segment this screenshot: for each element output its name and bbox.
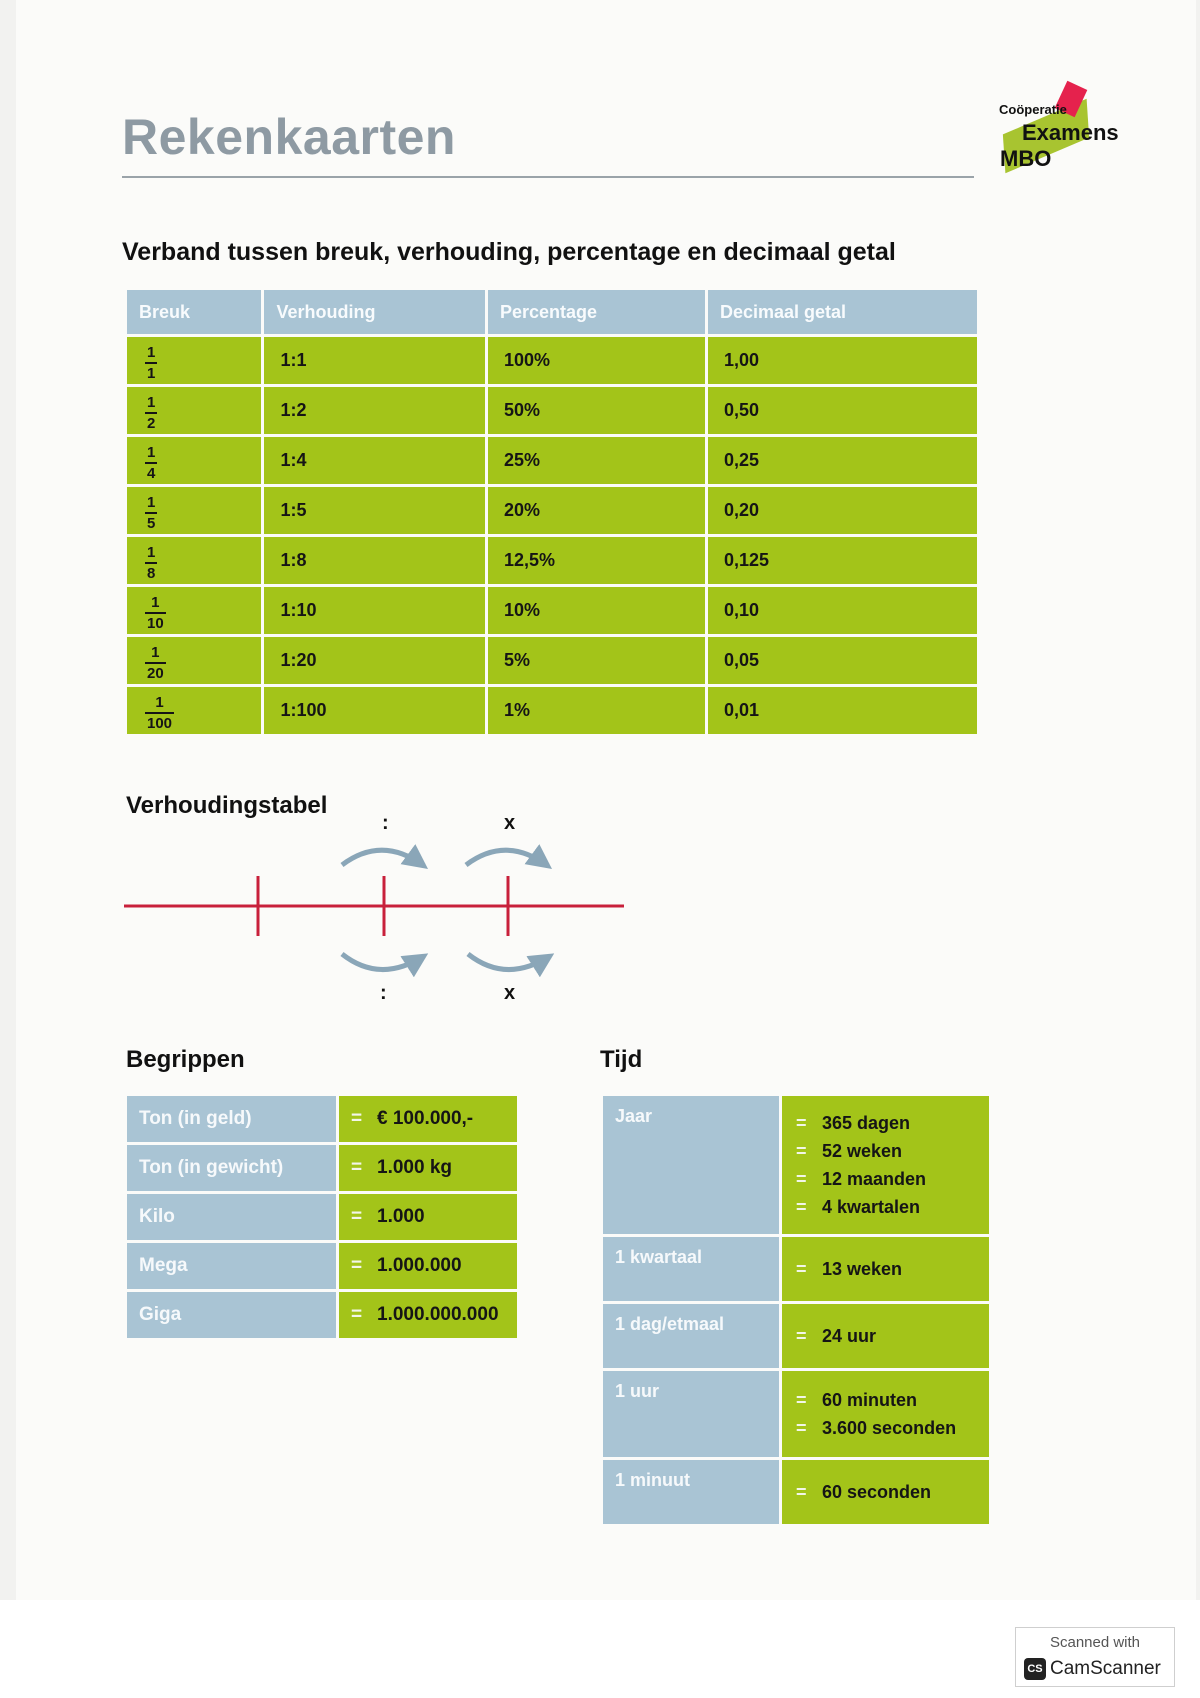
ratio-cell: 1:100 <box>264 687 484 734</box>
tijd-value: 3.600 seconden <box>822 1418 957 1438</box>
tijd-row <box>603 1096 989 1234</box>
tijd-value-line <box>796 1193 975 1221</box>
tijd-table-body <box>603 1096 989 1524</box>
title-divider <box>122 176 974 178</box>
begrip-term: Ton (in gewicht) <box>127 1145 336 1191</box>
tijd-value-cell <box>782 1096 989 1234</box>
tijd-value-line <box>796 1478 975 1506</box>
header-percentage: Percentage <box>488 290 705 334</box>
tijd-value-line <box>796 1255 975 1283</box>
begrippen-table-body <box>127 1096 517 1338</box>
fraction-numerator: 1 <box>151 593 160 611</box>
tijd-term: 1 dag/etmaal <box>603 1304 779 1368</box>
fraction-cell <box>127 537 261 584</box>
fraction-cell <box>127 687 261 734</box>
tijd-term: 1 kwartaal <box>603 1237 779 1301</box>
equals-sign: = <box>351 1206 363 1227</box>
camscanner-badge <box>1015 1627 1175 1687</box>
logo-line-2: Examens <box>1022 120 1119 145</box>
operator-bottom-right: x <box>504 982 516 1004</box>
fraction-numerator: 1 <box>147 343 156 361</box>
begrip-row <box>127 1096 517 1142</box>
tijd-table <box>600 1093 992 1527</box>
decimal-cell: 0,125 <box>708 537 977 584</box>
section-heading-verhoudingstabel: Verhoudingstabel <box>126 792 328 819</box>
fraction-denominator: 4 <box>145 462 157 481</box>
ratio-cell: 1:5 <box>264 487 484 534</box>
arrow-top-right-icon <box>466 850 548 866</box>
ratio-cell: 1:4 <box>264 437 484 484</box>
fraction-numerator: 1 <box>147 493 156 511</box>
fraction-cell <box>127 437 261 484</box>
fraction-denominator: 10 <box>145 612 166 631</box>
begrip-row <box>127 1292 517 1338</box>
begrip-value-cell <box>339 1243 517 1289</box>
begrippen-table <box>124 1093 520 1341</box>
tijd-value-line <box>796 1414 975 1442</box>
fraction-table-body <box>127 337 977 734</box>
begrip-row <box>127 1194 517 1240</box>
equals-sign: = <box>351 1108 363 1129</box>
tijd-row <box>603 1371 989 1457</box>
fraction-denominator: 2 <box>145 412 157 431</box>
arrow-top-left-icon <box>342 850 424 866</box>
decimal-cell: 1,00 <box>708 337 977 384</box>
fraction <box>145 495 157 531</box>
operator-top-left: : <box>382 812 389 834</box>
equals-sign: = <box>796 1259 807 1279</box>
tijd-value-line <box>796 1165 975 1193</box>
equals-sign: = <box>351 1255 363 1276</box>
tijd-row <box>603 1304 989 1368</box>
percentage-cell: 20% <box>488 487 705 534</box>
tijd-value: 12 maanden <box>822 1169 927 1189</box>
fraction <box>145 445 157 481</box>
badge-brand: CamScanner <box>1050 1658 1161 1679</box>
section-heading-verband: Verband tussen breuk, verhouding, percentage en decimaal getal <box>122 238 896 266</box>
fraction-numerator: 1 <box>151 643 160 661</box>
equals-sign: = <box>796 1197 807 1217</box>
fraction-numerator: 1 <box>147 543 156 561</box>
ratio-cell: 1:20 <box>264 637 484 684</box>
equals-sign: = <box>351 1157 363 1178</box>
equals-sign: = <box>796 1390 807 1410</box>
logo-line-3: MBO <box>1000 146 1052 171</box>
begrip-value: 1.000 kg <box>377 1157 452 1178</box>
fraction-row <box>127 437 977 484</box>
tijd-value-cell <box>782 1237 989 1301</box>
badge-caption: Scanned with <box>1049 1634 1141 1651</box>
fraction-table <box>124 287 980 737</box>
begrip-term: Ton (in geld) <box>127 1096 336 1142</box>
equals-sign: = <box>796 1482 807 1502</box>
fraction-denominator: 100 <box>145 712 174 731</box>
tijd-value: 24 uur <box>822 1326 877 1346</box>
fraction <box>145 695 174 731</box>
begrip-row <box>127 1145 517 1191</box>
header-breuk: Breuk <box>127 290 261 334</box>
decimal-cell: 0,50 <box>708 387 977 434</box>
begrip-term: Kilo <box>127 1194 336 1240</box>
operator-bottom-left: : <box>380 982 387 1004</box>
decimal-cell: 0,25 <box>708 437 977 484</box>
percentage-cell: 10% <box>488 587 705 634</box>
tijd-value: 4 kwartalen <box>822 1197 921 1217</box>
begrip-value-cell <box>339 1194 517 1240</box>
tijd-value-cell <box>782 1460 989 1524</box>
begrip-value: 1.000.000.000 <box>377 1304 499 1325</box>
fraction-table-header-row <box>127 290 977 334</box>
camscanner-icon: CS <box>1024 1658 1046 1680</box>
ratio-table-diagram <box>124 812 644 1020</box>
ratio-cell: 1:8 <box>264 537 484 584</box>
tijd-row <box>603 1460 989 1524</box>
percentage-cell: 12,5% <box>488 537 705 584</box>
begrip-row <box>127 1243 517 1289</box>
arrow-bottom-left-icon <box>342 954 424 970</box>
tijd-term: 1 uur <box>603 1371 779 1457</box>
equals-sign: = <box>351 1304 363 1325</box>
tijd-value: 60 minuten <box>822 1390 918 1410</box>
logo-line-1: Coöperatie <box>999 102 1067 117</box>
fraction-row <box>127 537 977 584</box>
begrip-value: 1.000.000 <box>377 1255 462 1276</box>
decimal-cell: 0,10 <box>708 587 977 634</box>
equals-sign: = <box>796 1169 807 1189</box>
fraction <box>145 345 157 381</box>
decimal-cell: 0,20 <box>708 487 977 534</box>
ratio-cell: 1:1 <box>264 337 484 384</box>
tijd-value-cell <box>782 1304 989 1368</box>
fraction-row <box>127 337 977 384</box>
fraction-denominator: 20 <box>145 662 166 681</box>
tijd-value-line <box>796 1386 975 1414</box>
percentage-cell: 50% <box>488 387 705 434</box>
percentage-cell: 100% <box>488 337 705 384</box>
percentage-cell: 25% <box>488 437 705 484</box>
operator-top-right: x <box>504 812 516 834</box>
fraction-cell <box>127 387 261 434</box>
begrip-value-cell <box>339 1145 517 1191</box>
section-heading-begrippen: Begrippen <box>126 1046 245 1073</box>
begrip-value-cell <box>339 1292 517 1338</box>
fraction <box>145 645 166 681</box>
tijd-value: 365 dagen <box>822 1113 911 1133</box>
ratio-cell: 1:2 <box>264 387 484 434</box>
fraction-cell <box>127 337 261 384</box>
ratio-cell: 1:10 <box>264 587 484 634</box>
fraction-row <box>127 587 977 634</box>
arrow-bottom-right-icon <box>468 954 550 970</box>
fraction-cell <box>127 487 261 534</box>
tijd-term: 1 minuut <box>603 1460 779 1524</box>
fraction-row <box>127 487 977 534</box>
tijd-value: 52 weken <box>822 1141 903 1161</box>
tijd-value-cell <box>782 1371 989 1457</box>
percentage-cell: 1% <box>488 687 705 734</box>
section-heading-tijd: Tijd <box>600 1046 643 1073</box>
percentage-cell: 5% <box>488 637 705 684</box>
tijd-value-line <box>796 1322 975 1350</box>
fraction <box>145 395 157 431</box>
fraction-denominator: 5 <box>145 512 157 531</box>
fraction-numerator: 1 <box>155 693 164 711</box>
tijd-value: 13 weken <box>822 1259 903 1279</box>
begrip-term: Giga <box>127 1292 336 1338</box>
fraction-row <box>127 687 977 734</box>
tijd-term: Jaar <box>603 1096 779 1234</box>
begrip-value: € 100.000,- <box>377 1108 474 1129</box>
decimal-cell: 0,05 <box>708 637 977 684</box>
fraction-row <box>127 387 977 434</box>
decimal-cell: 0,01 <box>708 687 977 734</box>
tijd-value-line <box>796 1137 975 1165</box>
tijd-row <box>603 1237 989 1301</box>
tijd-value: 60 seconden <box>822 1482 932 1502</box>
fraction-denominator: 8 <box>145 562 157 581</box>
header-verhouding: Verhouding <box>264 290 484 334</box>
tijd-value-line <box>796 1109 975 1137</box>
fraction <box>145 595 166 631</box>
equals-sign: = <box>796 1141 807 1161</box>
equals-sign: = <box>796 1113 807 1133</box>
header-decimaal-getal: Decimaal getal <box>708 290 977 334</box>
fraction-numerator: 1 <box>147 393 156 411</box>
equals-sign: = <box>796 1418 807 1438</box>
cooperatie-examens-mbo-logo <box>994 78 1119 186</box>
begrip-value-cell <box>339 1096 517 1142</box>
fraction-denominator: 1 <box>145 362 157 381</box>
fraction-cell <box>127 587 261 634</box>
fraction <box>145 545 157 581</box>
equals-sign: = <box>796 1326 807 1346</box>
begrip-value: 1.000 <box>377 1206 425 1227</box>
begrip-term: Mega <box>127 1243 336 1289</box>
fraction-cell <box>127 637 261 684</box>
fraction-numerator: 1 <box>147 443 156 461</box>
page-title: Rekenkaarten <box>122 109 456 165</box>
fraction-row <box>127 637 977 684</box>
